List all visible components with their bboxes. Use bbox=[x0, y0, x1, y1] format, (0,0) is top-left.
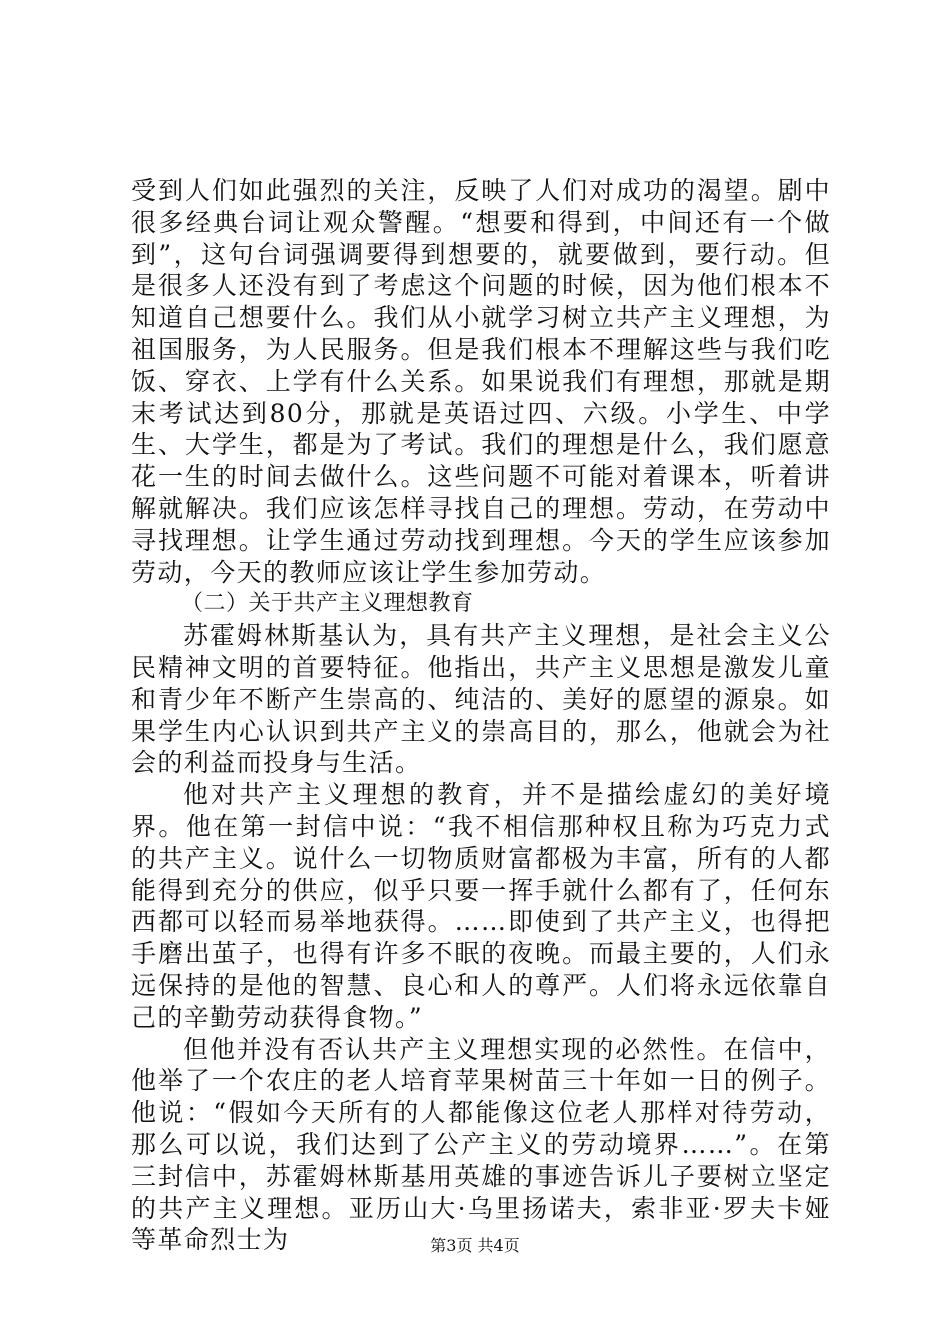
paragraph-ideal-definition: 苏霍姆林斯基认为，具有共产主义理想，是社会主义公民精神文明的首要特征。他指出，共产主义思想是激发儿童和青少年不断产生崇高的、纯洁的、美好的愿望的源泉。如果学生内心认识到共产主义的崇高目的，那么，他就会为社会的利益而投身与生活。 bbox=[131, 621, 831, 778]
page-number: 第3页 bbox=[430, 1236, 473, 1255]
paragraph-first-letter: 他对共产主义理想的教育，并不是描绘虚幻的美好境界。他在第一封信中说：“我不相信那种权且称为巧克力式的共产主义。说什么一切物质财富都极为丰富，所有的人都能得到充分的供应，似乎只要一挥手就什么都有了，任何东西都可以轻而易举地获得。……即使到了共产主义，也得把手磨出茧子，也得有许多不眠的夜晚。而最主要的，人们永远保持的是他的智慧、良心和人的尊严。人们将永远依靠自己的辛勤劳动获得食物。” bbox=[131, 780, 831, 1032]
section-heading: （二）关于共产主义理想教育 bbox=[181, 591, 474, 617]
paragraph-continuation: 受到人们如此强烈的关注，反映了人们对成功的渴望。剧中很多经典台词让观众警醒。“想要和得到，中间还有一个做到”，这句台词强调要得到想要的，就要做到，要行动。但是很多人还没有到了考虑这个问题的时候，因为他们根本不知道自己想要什么。我们从小就学习树立共产主义理想，为祖国服务，为人民服务。但是我们根本不理解这些与我们吃饭、穿衣、上学有什么关系。如果说我们有理想，那就是期末考试达到80分，那就是英语过四、六级。小学生、中学生、大学生，都是为了考试。我们的理想是什么，我们愿意花一生的时间去做什么。这些问题不可能对着课本，听着讲解就解决。我们应该怎样寻找自己的理想。劳动，在劳动中寻找理想。让学生通过劳动找到理想。今天的学生应该参加劳动，今天的教师应该让学生参加劳动。 bbox=[131, 176, 831, 587]
document-body bbox=[131, 175, 831, 1256]
page-total: 共4页 bbox=[477, 1236, 520, 1255]
page-footer bbox=[0, 1236, 950, 1256]
paragraph-third-letter: 但他并没有否认共产主义理想实现的必然性。在信中，他举了一个农庄的老人培育苹果树苗三十年如一日的例子。他说：“假如今天所有的人都能像这位老人那样对待劳动，那么可以说，我们达到了公产主义的劳动境界……”。在第三封信中，苏霍姆林斯基用英雄的事迹告诉儿子要树立坚定的共产主义理想。亚历山大·乌里扬诺夫，索非亚·罗夫卡娅等革命烈士为 bbox=[131, 1034, 831, 1255]
